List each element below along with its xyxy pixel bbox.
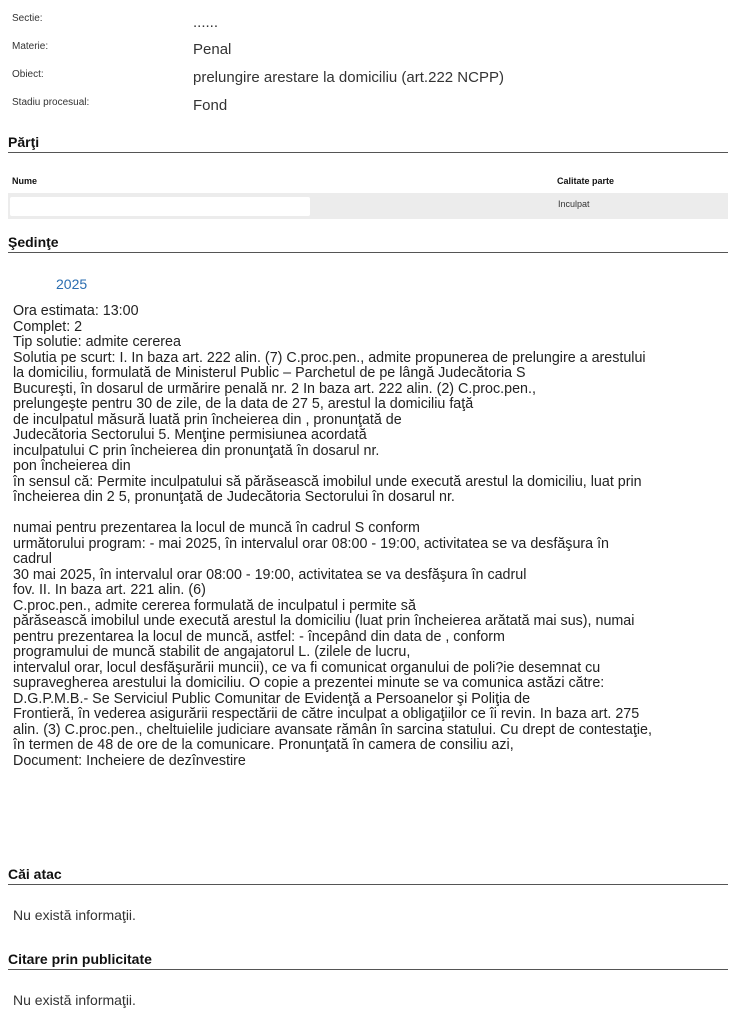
hearing-text-line: prelungeşte pentru 30 de zile, de la data de 27 5, arestul la domiciliu faţă xyxy=(13,397,474,412)
hearing-text-line: încheierea din 2 5, pronunţată de Judecătoria Sectorului în dosarul nr. xyxy=(13,490,455,505)
party-calitate: Inculpat xyxy=(558,199,590,209)
hearing-text-line: numai pentru prezentarea la locul de muncă în cadrul S conform xyxy=(13,521,420,536)
hearing-text-line: în termen de 48 de ore de la comunicare. Pronunţată în camera de consiliu azi, xyxy=(13,738,514,753)
obiect-label: Obiect: xyxy=(12,69,44,80)
hearing-text-line: C.proc.pen., admite cererea formulată de inculpatul i permite să xyxy=(13,598,416,614)
stadiu-label: Stadiu procesual: xyxy=(12,97,90,108)
hearing-text-line: Ora estimata: 13:00 xyxy=(13,304,139,319)
hearing-text-line: fov. II. În baza art. 221 alin. (6) xyxy=(13,583,206,598)
obiect-value: prelungire arestare la domiciliu (art.222 NCPP) xyxy=(193,69,504,86)
hearing-text-line: de inculpatul măsură luată prin încheierea din , pronunţată de xyxy=(13,412,402,428)
hearing-text-line xyxy=(13,506,725,522)
sectie-value: ...... xyxy=(193,14,219,31)
hearing-text-line: Frontieră, în vederea asigurării respectării de către inculpat a obligaţiilor ce îi revin. În baza art. 275 xyxy=(13,707,640,722)
materie-label: Materie: xyxy=(12,41,49,52)
hearing-text-line: în sensul că: Permite inculpatului să părăsească imobilul unde execută arestul la domiciliu, luat prin xyxy=(13,474,642,490)
hearing-text-line: intervalul orar, locul desfăşurării muncii), ce va fi comunicat organului de poli?ie desemnat cu xyxy=(13,660,601,676)
column-header-calitate: Calitate parte xyxy=(557,176,615,186)
hearing-text-line: pon încheierea din xyxy=(13,459,131,474)
materie-value: Penal xyxy=(193,41,232,58)
section-title-parti: Părţi xyxy=(8,134,728,153)
hearing-text-line: alin. (3) C.proc.pen., cheltuielile judiciare avansate rămân în sarcina statului. Cu drept de contestaţie, xyxy=(13,722,652,738)
cai-atac-empty-message: Nu există informaţii. xyxy=(13,907,136,923)
hearing-text-line: cadrul xyxy=(13,552,52,567)
stadiu-value: Fond xyxy=(193,97,228,114)
hearing-text-line: programului de muncă stabilit de angajatorul L. (zilele de lucru, xyxy=(13,645,411,660)
hearing-text-line: Document: Încheiere de dezînvestire xyxy=(13,753,246,769)
hearing-text-line: D.G.P.M.B.- Se Serviciul Public Comunitar de Evidenţă a Persoanelor şi Poliţia de xyxy=(13,691,531,707)
hearing-text-line: Bucureşti, în dosarul de urmărire penală nr. 2 În baza art. 222 alin. (2) C.proc.pen., xyxy=(13,381,536,397)
column-header-nume: Nume xyxy=(12,176,38,186)
hearing-text-line: la domiciliu, formulată de Ministerul Public – Parchetul de pe lângă Judecătoria S xyxy=(13,366,526,381)
hearing-date[interactable]: 2025 xyxy=(56,276,88,292)
section-title-citare: Citare prin publicitate xyxy=(8,951,728,970)
section-title-cai-atac: Căi atac xyxy=(8,866,728,885)
hearing-text-line: supravegherea arestului la domiciliu. O copie a prezentei minute se va comunica astăzi către: xyxy=(13,676,605,691)
citare-empty-message: Nu există informaţii. xyxy=(13,992,136,1008)
hearing-text-line: inculpatului C prin încheierea din pronunţată în dosarul nr. xyxy=(13,443,380,459)
hearing-text-line: Solutia pe scurt: I. În baza art. 222 alin. (7) C.proc.pen., admite propunerea de prelungire a arestului xyxy=(13,350,646,366)
hearing-text-line: 30 mai 2025, în intervalul orar 08:00 - 19:00, activitatea se va desfăşura în cadrul xyxy=(13,567,527,583)
sectie-label: Sectie: xyxy=(12,13,43,24)
hearing-details xyxy=(13,304,725,769)
section-title-sedinte: Şedinţe xyxy=(8,234,728,253)
hearing-text-line: Complet: 2 xyxy=(13,319,83,335)
hearing-text-line: părăsească imobilul unde execută arestul la domiciliu (luat prin încheierea arătată mai sus), numai xyxy=(13,614,635,629)
redacted-name xyxy=(10,197,310,216)
table-row xyxy=(8,193,728,219)
hearing-text-line: următorului program: - mai 2025, în intervalul orar 08:00 - 19:00, activitatea se va desfăşura în xyxy=(13,536,610,552)
hearing-text-line: Judecătoria Sectorului 5. Menţine permisiunea acordată xyxy=(13,428,367,443)
hearing-text-line: Tip solutie: admite cererea xyxy=(13,335,181,350)
hearing-text-line: pentru prezentarea la locul de muncă, astfel: - începând din data de , conform xyxy=(13,629,505,645)
